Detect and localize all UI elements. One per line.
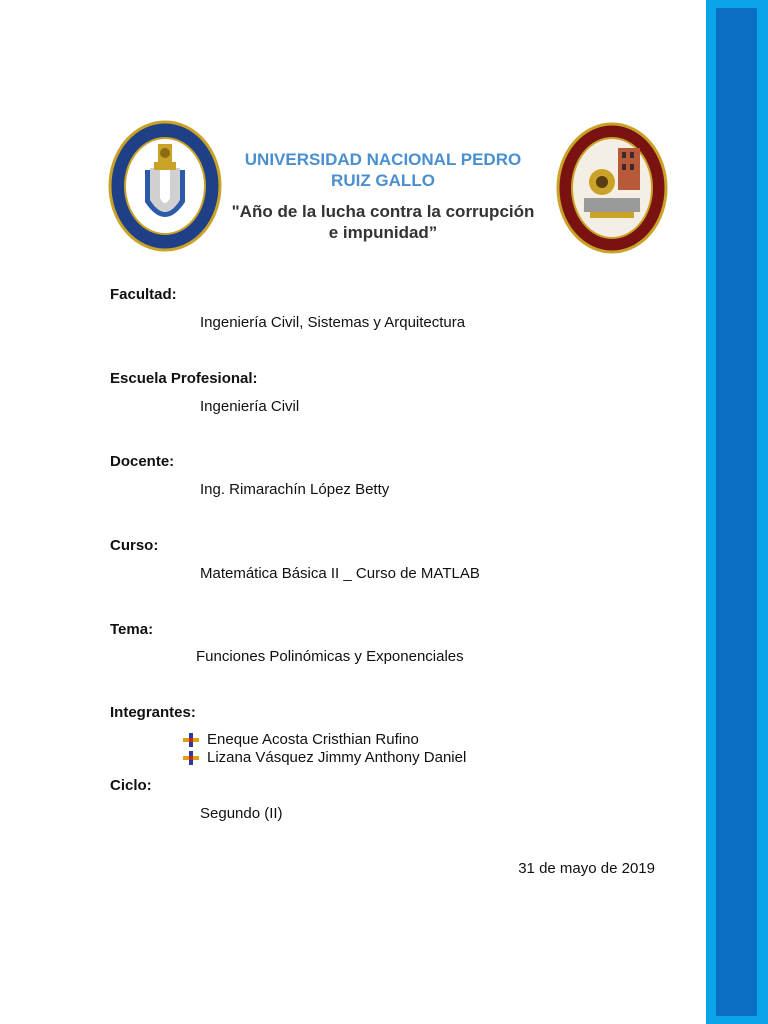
escuela-value: Ingeniería Civil [200,398,300,415]
university-title: UNIVERSIDAD NACIONAL PEDRO RUIZ GALLO [244,150,522,190]
member-name: Eneque Acosta Cristhian Rufino [207,731,419,748]
side-bar-inner [716,8,757,1016]
facultad-label: Facultad: [110,286,177,303]
escuela-label: Escuela Profesional: [110,370,258,387]
ciclo-value: Segundo (II) [200,805,283,822]
curso-value: Matemática Básica II _ Curso de MATLAB [200,565,480,582]
member-name: Lizana Vásquez Jimmy Anthony Daniel [207,749,467,766]
member-item [183,749,466,766]
curso-label: Curso: [110,537,159,554]
faculty-seal-icon [556,122,668,254]
arrow-bullet-icon [183,733,199,747]
facultad-value: Ingeniería Civil, Sistemas y Arquitectura [200,314,466,331]
arrow-bullet-icon [183,751,199,765]
ciclo-label: Ciclo: [110,777,152,794]
tema-value: Funciones Polinómicas y Exponenciales [196,648,464,665]
member-item [183,731,419,748]
unprg-seal-icon [108,120,222,252]
document-date: 31 de mayo de 2019 [518,860,655,877]
integrantes-label: Integrantes: [110,704,196,721]
motto: "Año de la lucha contra la corrupción e impunidad” [231,202,535,242]
docente-label: Docente: [110,453,175,470]
tema-label: Tema: [110,621,154,638]
docente-value: Ing. Rimarachín López Betty [200,481,390,498]
